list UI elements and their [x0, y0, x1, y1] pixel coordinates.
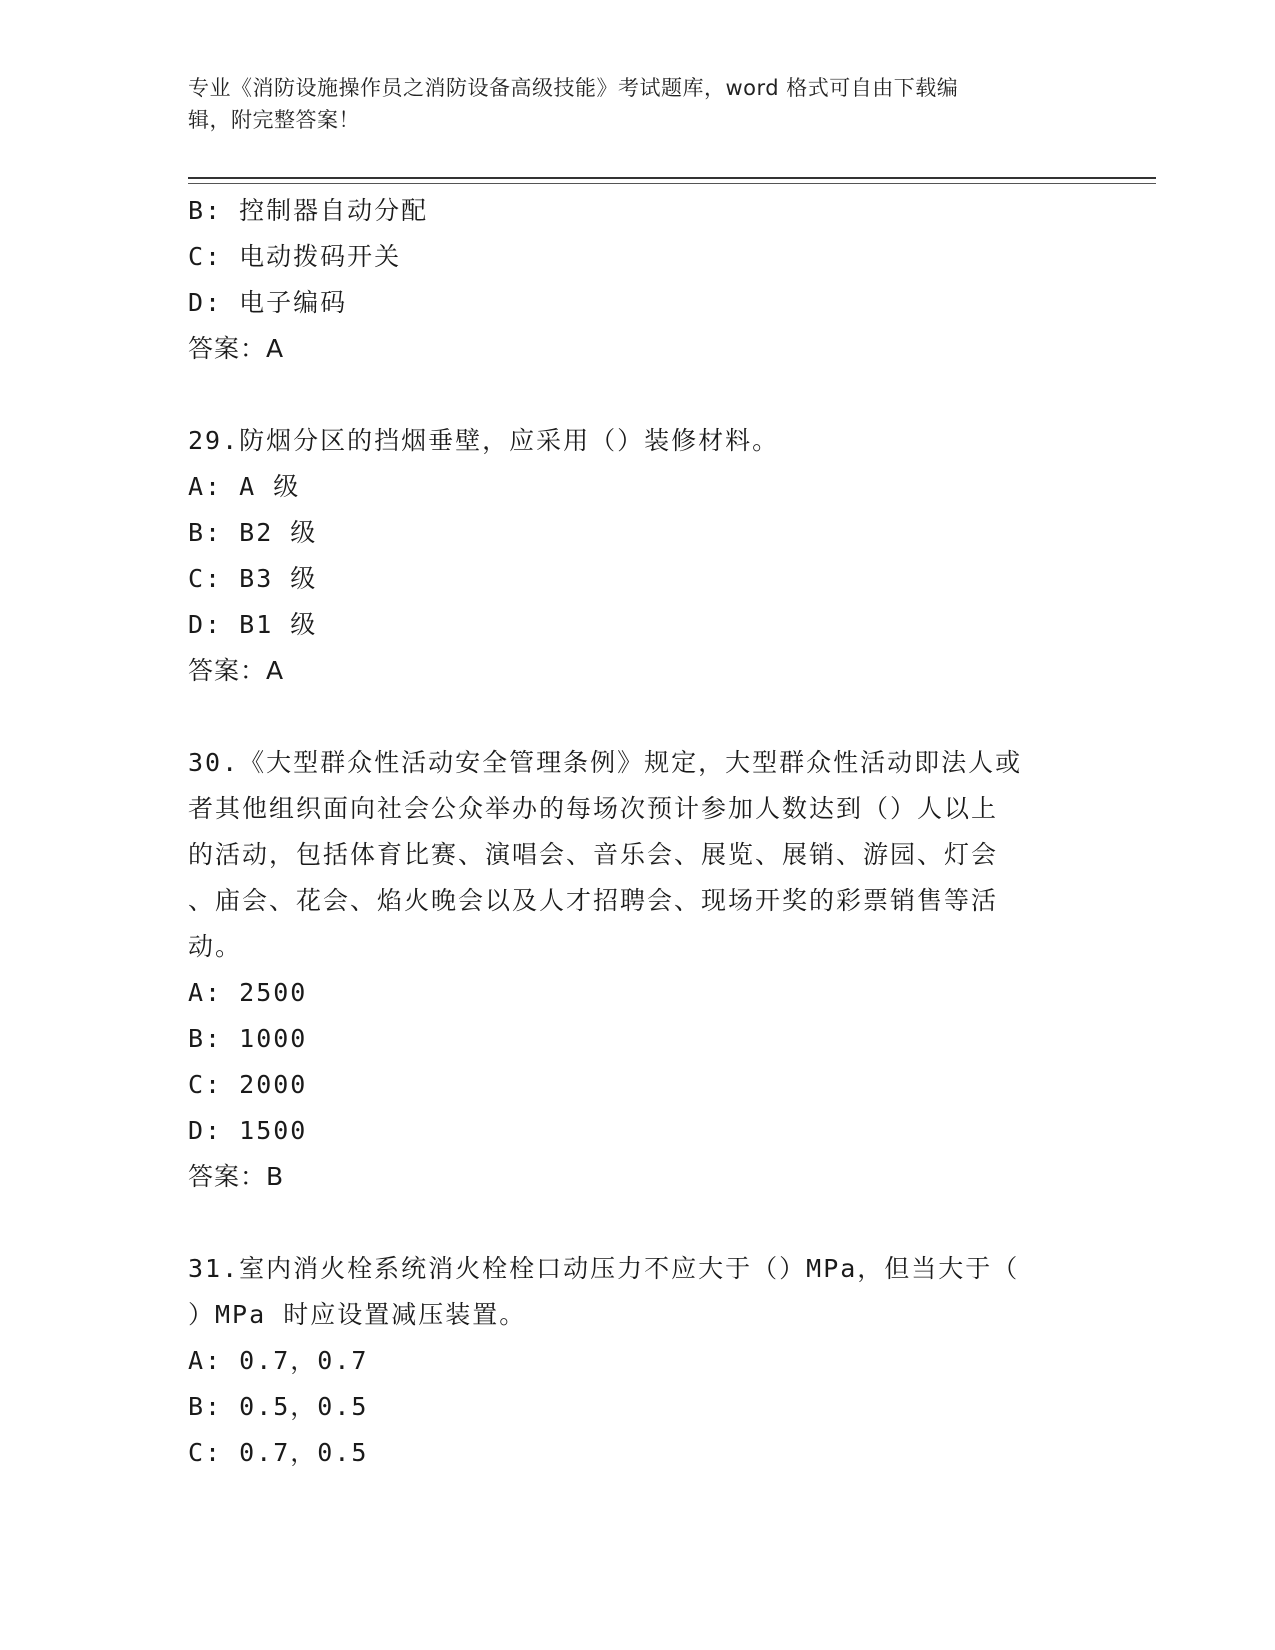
option-c: C: 电动拨码开关: [188, 242, 402, 271]
question-28: [188, 188, 1088, 372]
question-list: [188, 188, 1088, 1476]
answer: 答案：A: [188, 334, 285, 363]
option-d: D: 电子编码: [188, 288, 348, 317]
question-text-line: 动。: [188, 932, 243, 961]
question-30: [188, 740, 1088, 1200]
header-rule-thick: [188, 177, 1156, 179]
option-a: A: A 级: [188, 472, 301, 501]
option-b: B: 1000: [188, 1024, 308, 1053]
question-text-line: 31.室内消火栓系统消火栓栓口动压力不应大于（）MPa，但当大于（: [188, 1254, 1020, 1283]
question-text-line: 者其他组织面向社会公众举办的每场次预计参加人数达到（）人以上: [188, 794, 999, 823]
option-d: D: B1 级: [188, 610, 318, 639]
option-b: B: B2 级: [188, 518, 318, 547]
option-c: C: B3 级: [188, 564, 318, 593]
option-c: C: 0.7，0.5: [188, 1438, 369, 1467]
question-text-line: 、庙会、花会、焰火晚会以及人才招聘会、现场开奖的彩票销售等活: [188, 886, 999, 915]
answer: 答案：A: [188, 656, 285, 685]
question-text-line: 30.《大型群众性活动安全管理条例》规定，大型群众性活动即法人或: [188, 748, 1023, 777]
answer: 答案：B: [188, 1162, 285, 1191]
question-text-line: ）MPa 时应设置减压装置。: [188, 1300, 527, 1329]
option-a: A: 2500: [188, 978, 308, 1007]
header-line-1: 专业《消防设施操作员之消防设备高级技能》考试题库，word 格式可自由下载编: [188, 76, 959, 100]
header-rule-thin: [188, 183, 1156, 184]
question-text: 29.防烟分区的挡烟垂壁，应采用（）装修材料。: [188, 426, 780, 455]
page-header: [188, 72, 1088, 136]
question-31: [188, 1246, 1088, 1476]
option-b: B: 0.5，0.5: [188, 1392, 369, 1421]
header-line-2: 辑，附完整答案！: [188, 108, 360, 132]
question-text-line: 的活动，包括体育比赛、演唱会、音乐会、展览、展销、游园、灯会: [188, 840, 999, 869]
question-29: [188, 418, 1088, 694]
option-a: A: 0.7，0.7: [188, 1346, 369, 1375]
option-d: D: 1500: [188, 1116, 308, 1145]
option-c: C: 2000: [188, 1070, 308, 1099]
option-b: B: 控制器自动分配: [188, 196, 429, 225]
